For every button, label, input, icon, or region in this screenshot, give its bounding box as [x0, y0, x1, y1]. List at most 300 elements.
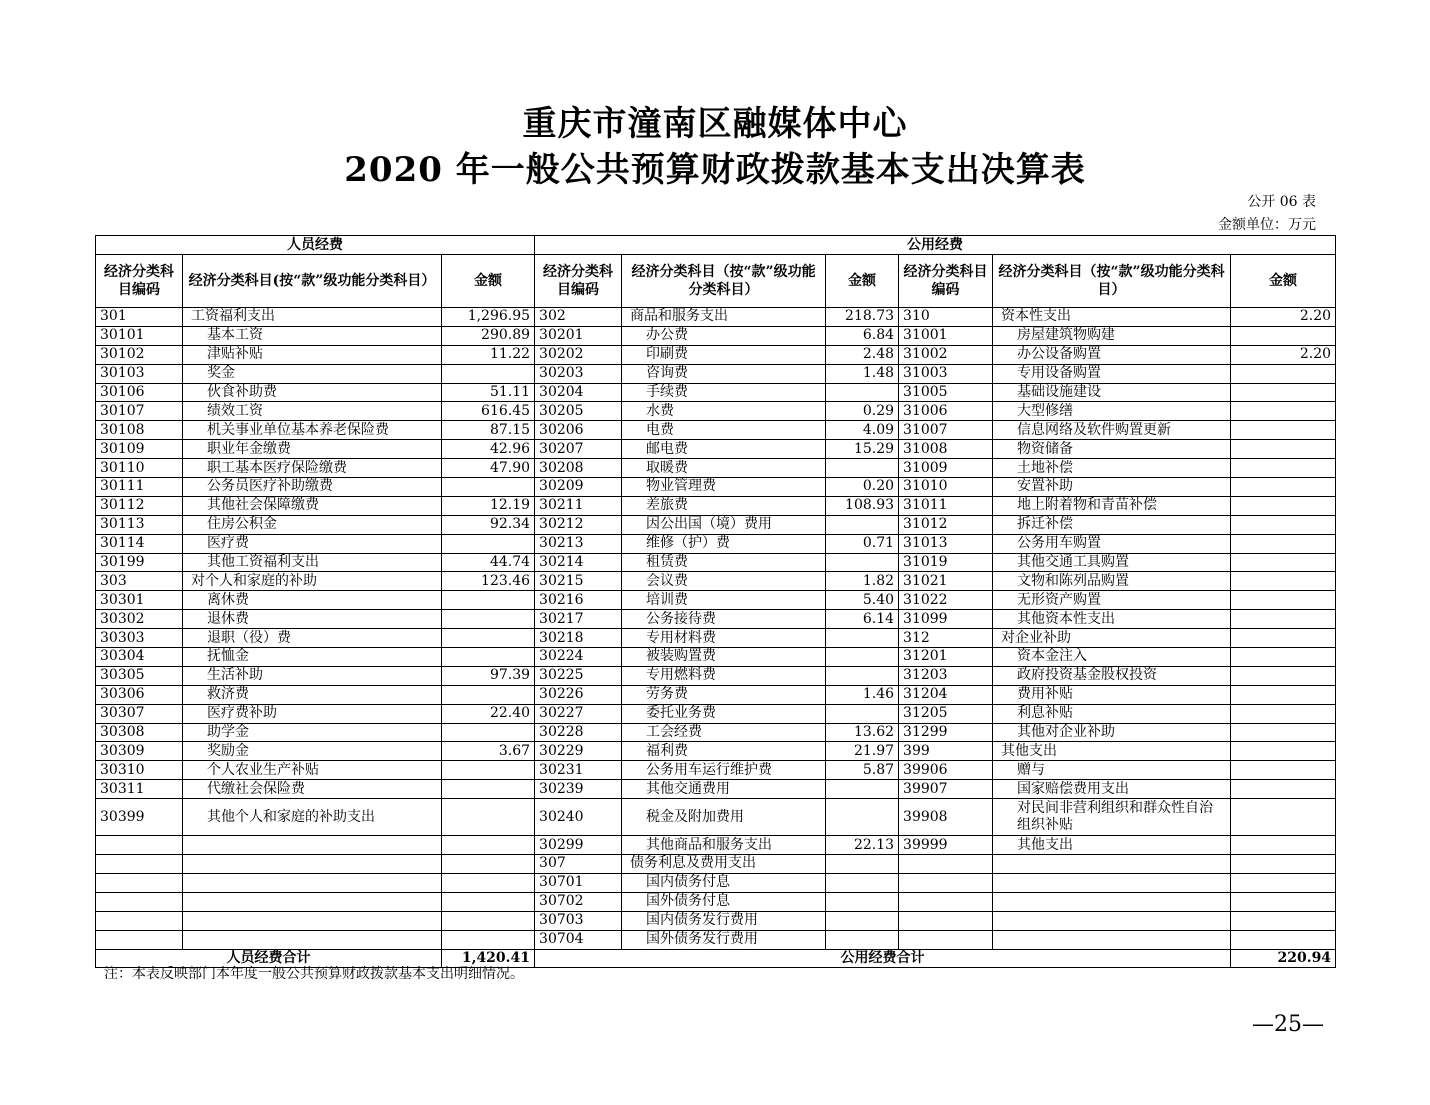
budget-table: [95, 235, 1336, 968]
name-cell: 对个人和家庭的补助: [183, 572, 442, 591]
code-cell: 31001: [899, 326, 993, 345]
amount-cell: [1231, 666, 1336, 685]
code-cell: 31099: [899, 610, 993, 629]
amount-cell: 92.34: [442, 515, 535, 534]
code-cell: 30227: [535, 704, 622, 723]
code-cell: [899, 855, 993, 874]
header-code: 经济分类科目编码: [96, 255, 183, 308]
name-cell: 生活补助: [183, 666, 442, 685]
name-cell: 其他交通费用: [622, 780, 826, 799]
table-row: [96, 761, 1336, 780]
code-cell: [96, 836, 183, 855]
name-cell: 国内债务付息: [622, 873, 826, 892]
amount-cell: 15.29: [826, 440, 899, 459]
code-cell: 30217: [535, 610, 622, 629]
name-cell: 其他商品和服务支出: [622, 836, 826, 855]
amount-cell: [442, 911, 535, 930]
amount-cell: [826, 892, 899, 911]
header-code: 经济分类科目编码: [535, 255, 622, 308]
code-cell: 31003: [899, 364, 993, 383]
code-cell: 30229: [535, 742, 622, 761]
name-cell: 公务员医疗补助缴费: [183, 478, 442, 497]
amount-cell: [1231, 799, 1336, 836]
name-cell: 税金及附加费用: [622, 799, 826, 836]
amount-cell: 218.73: [826, 308, 899, 327]
amount-cell: [1231, 326, 1336, 345]
name-cell: 职工基本医疗保险缴费: [183, 459, 442, 478]
amount-cell: [1231, 873, 1336, 892]
code-cell: 30204: [535, 383, 622, 402]
amount-cell: 1.48: [826, 364, 899, 383]
code-cell: 302: [535, 308, 622, 327]
name-cell: 费用补贴: [993, 685, 1231, 704]
code-cell: 30301: [96, 591, 183, 610]
code-cell: [96, 855, 183, 874]
amount-cell: 0.29: [826, 402, 899, 421]
code-cell: 30218: [535, 629, 622, 648]
name-cell: 土地补偿: [993, 459, 1231, 478]
name-cell: 文物和陈列品购置: [993, 572, 1231, 591]
name-cell: 国外债务付息: [622, 892, 826, 911]
amount-cell: [442, 761, 535, 780]
amount-cell: 22.40: [442, 704, 535, 723]
code-cell: 39907: [899, 780, 993, 799]
amount-cell: [442, 591, 535, 610]
name-cell: 救济费: [183, 685, 442, 704]
amount-cell: [442, 873, 535, 892]
name-cell: 工资福利支出: [183, 308, 442, 327]
code-cell: 31006: [899, 402, 993, 421]
public-total-amount: 220.94: [1231, 949, 1336, 968]
table-row: [96, 836, 1336, 855]
name-cell: 伙食补助费: [183, 383, 442, 402]
table-row: [96, 534, 1336, 553]
amount-cell: [442, 629, 535, 648]
name-cell: [183, 930, 442, 949]
name-cell: [183, 836, 442, 855]
name-cell: 地上附着物和青苗补偿: [993, 496, 1231, 515]
amount-cell: [1231, 402, 1336, 421]
amount-cell: 1,296.95: [442, 308, 535, 327]
code-cell: 31203: [899, 666, 993, 685]
code-cell: 30215: [535, 572, 622, 591]
name-cell: [993, 873, 1231, 892]
code-cell: 31012: [899, 515, 993, 534]
code-cell: 30228: [535, 723, 622, 742]
table-row: [96, 723, 1336, 742]
amount-cell: [1231, 780, 1336, 799]
amount-cell: 6.14: [826, 610, 899, 629]
amount-cell: 21.97: [826, 742, 899, 761]
code-cell: 30703: [535, 911, 622, 930]
name-cell: [993, 892, 1231, 911]
name-cell: 国家赔偿费用支出: [993, 780, 1231, 799]
amount-cell: [1231, 742, 1336, 761]
table-row: [96, 610, 1336, 629]
code-cell: 399: [899, 742, 993, 761]
amount-cell: [1231, 478, 1336, 497]
name-cell: 其他个人和家庭的补助支出: [183, 799, 442, 836]
amount-cell: [1231, 629, 1336, 648]
amount-cell: [1231, 553, 1336, 572]
amount-cell: [826, 873, 899, 892]
code-cell: 301: [96, 308, 183, 327]
amount-cell: [826, 930, 899, 949]
name-cell: 水费: [622, 402, 826, 421]
code-cell: 39999: [899, 836, 993, 855]
name-cell: 政府投资基金股权投资: [993, 666, 1231, 685]
name-cell: 退休费: [183, 610, 442, 629]
code-cell: 31299: [899, 723, 993, 742]
amount-cell: [442, 364, 535, 383]
amount-cell: [826, 704, 899, 723]
amount-cell: [826, 515, 899, 534]
code-cell: 30216: [535, 591, 622, 610]
amount-cell: 47.90: [442, 459, 535, 478]
name-cell: 咨询费: [622, 364, 826, 383]
document-subtitle: 2020 年一般公共预算财政拨款基本支出决算表: [344, 150, 1086, 190]
name-cell: 专用燃料费: [622, 666, 826, 685]
name-cell: [183, 855, 442, 874]
code-cell: 39908: [899, 799, 993, 836]
table-row: [96, 383, 1336, 402]
amount-cell: [1231, 911, 1336, 930]
amount-cell: 1.82: [826, 572, 899, 591]
name-cell: 因公出国（境）费用: [622, 515, 826, 534]
amount-cell: [826, 855, 899, 874]
name-cell: 无形资产购置: [993, 591, 1231, 610]
name-cell: 抚恤金: [183, 648, 442, 667]
amount-cell: [1231, 685, 1336, 704]
code-cell: [899, 873, 993, 892]
code-cell: 30701: [535, 873, 622, 892]
amount-cell: 13.62: [826, 723, 899, 742]
code-cell: 30309: [96, 742, 183, 761]
amount-cell: [826, 911, 899, 930]
code-cell: 31011: [899, 496, 993, 515]
code-cell: 31019: [899, 553, 993, 572]
code-cell: 31008: [899, 440, 993, 459]
name-cell: 专用设备购置: [993, 364, 1231, 383]
amount-cell: [826, 799, 899, 836]
table-row: [96, 345, 1336, 364]
amount-cell: 5.87: [826, 761, 899, 780]
code-cell: 30239: [535, 780, 622, 799]
name-cell: 被装购置费: [622, 648, 826, 667]
code-cell: 30311: [96, 780, 183, 799]
name-cell: 公务接待费: [622, 610, 826, 629]
code-cell: 30306: [96, 685, 183, 704]
name-cell: 其他支出: [993, 836, 1231, 855]
code-cell: 312: [899, 629, 993, 648]
name-cell: 电费: [622, 421, 826, 440]
amount-cell: [442, 930, 535, 949]
amount-cell: 97.39: [442, 666, 535, 685]
name-cell: 债务利息及费用支出: [622, 855, 826, 874]
code-cell: 30202: [535, 345, 622, 364]
name-cell: [993, 930, 1231, 949]
code-cell: 31205: [899, 704, 993, 723]
code-cell: [899, 892, 993, 911]
code-cell: 30101: [96, 326, 183, 345]
name-cell: 国外债务发行费用: [622, 930, 826, 949]
code-cell: 30102: [96, 345, 183, 364]
code-cell: 31007: [899, 421, 993, 440]
amount-cell: [1231, 515, 1336, 534]
name-cell: 信息网络及软件购置更新: [993, 421, 1231, 440]
code-cell: 303: [96, 572, 183, 591]
table-row: [96, 308, 1336, 327]
name-cell: 其他支出: [993, 742, 1231, 761]
column-header-row: [96, 255, 1336, 308]
amount-cell: [826, 666, 899, 685]
amount-cell: [442, 855, 535, 874]
footnote: 注：本表反映部门本年度一般公共预算财政拨款基本支出明细情况。: [104, 966, 524, 982]
amount-cell: [1231, 704, 1336, 723]
amount-cell: [442, 685, 535, 704]
code-cell: 30114: [96, 534, 183, 553]
code-cell: 31010: [899, 478, 993, 497]
personnel-total-label: 人员经费合计: [96, 949, 442, 968]
personnel-total-amount: 1,420.41: [442, 949, 535, 968]
amount-cell: [442, 610, 535, 629]
name-cell: 奖金: [183, 364, 442, 383]
header-amount: 金额: [826, 255, 899, 308]
code-cell: 30214: [535, 553, 622, 572]
code-cell: 31013: [899, 534, 993, 553]
amount-cell: [442, 836, 535, 855]
amount-cell: [826, 648, 899, 667]
name-cell: 其他社会保障缴费: [183, 496, 442, 515]
table-row: [96, 364, 1336, 383]
amount-cell: [1231, 648, 1336, 667]
code-cell: 30305: [96, 666, 183, 685]
table-row: [96, 892, 1336, 911]
amount-cell: 11.22: [442, 345, 535, 364]
name-cell: 奖励金: [183, 742, 442, 761]
table-row: [96, 648, 1336, 667]
amount-cell: [442, 799, 535, 836]
amount-cell: [442, 478, 535, 497]
code-cell: [96, 911, 183, 930]
amount-cell: [1231, 572, 1336, 591]
code-cell: 30211: [535, 496, 622, 515]
name-cell: 物业管理费: [622, 478, 826, 497]
table-row: [96, 402, 1336, 421]
amount-unit: 金额单位：万元: [1218, 217, 1316, 233]
name-cell: [993, 855, 1231, 874]
amount-cell: [1231, 383, 1336, 402]
document-title: 重庆市潼南区融媒体中心: [522, 104, 908, 144]
amount-cell: [442, 648, 535, 667]
code-cell: 30310: [96, 761, 183, 780]
code-cell: 30226: [535, 685, 622, 704]
table-row: [96, 873, 1336, 892]
amount-cell: 4.09: [826, 421, 899, 440]
code-cell: 30203: [535, 364, 622, 383]
section-header-row: [96, 236, 1336, 255]
name-cell: 取暖费: [622, 459, 826, 478]
code-cell: [96, 873, 183, 892]
amount-cell: [1231, 534, 1336, 553]
amount-cell: [1231, 836, 1336, 855]
amount-cell: [826, 459, 899, 478]
amount-cell: 6.84: [826, 326, 899, 345]
table-row: [96, 911, 1336, 930]
header-name: 经济分类科目(按“款”级功能分类科目）: [183, 255, 442, 308]
name-cell: 差旅费: [622, 496, 826, 515]
amount-cell: [1231, 761, 1336, 780]
name-cell: 利息补贴: [993, 704, 1231, 723]
code-cell: 30704: [535, 930, 622, 949]
amount-cell: 42.96: [442, 440, 535, 459]
name-cell: 工会经费: [622, 723, 826, 742]
code-cell: [96, 930, 183, 949]
table-row: [96, 591, 1336, 610]
header-name: 经济分类科目（按“款”级功能分类科目）: [993, 255, 1231, 308]
name-cell: 离休费: [183, 591, 442, 610]
name-cell: 大型修缮: [993, 402, 1231, 421]
header-name: 经济分类科目（按“款”级功能分类科目）: [622, 255, 826, 308]
code-cell: 30208: [535, 459, 622, 478]
code-cell: 31022: [899, 591, 993, 610]
name-cell: [993, 911, 1231, 930]
amount-cell: 108.93: [826, 496, 899, 515]
code-cell: 39906: [899, 761, 993, 780]
code-cell: 30299: [535, 836, 622, 855]
amount-cell: [1231, 610, 1336, 629]
name-cell: 基本工资: [183, 326, 442, 345]
amount-cell: 3.67: [442, 742, 535, 761]
amount-cell: 616.45: [442, 402, 535, 421]
code-cell: 30209: [535, 478, 622, 497]
code-cell: 30111: [96, 478, 183, 497]
code-cell: 30207: [535, 440, 622, 459]
name-cell: 办公设备购置: [993, 345, 1231, 364]
name-cell: 劳务费: [622, 685, 826, 704]
code-cell: 30240: [535, 799, 622, 836]
table-number: 公开 06 表: [1247, 194, 1316, 210]
amount-cell: [1231, 440, 1336, 459]
amount-cell: [442, 780, 535, 799]
name-cell: 印刷费: [622, 345, 826, 364]
amount-cell: [1231, 930, 1336, 949]
table-row: [96, 666, 1336, 685]
amount-cell: [1231, 855, 1336, 874]
name-cell: 退职（役）费: [183, 629, 442, 648]
name-cell: 对民间非营利组织和群众性自治组织补贴: [993, 799, 1231, 836]
name-cell: 安置补助: [993, 478, 1231, 497]
header-code: 经济分类科目编码: [899, 255, 993, 308]
table-row: [96, 421, 1336, 440]
amount-cell: [1231, 364, 1336, 383]
code-cell: 30201: [535, 326, 622, 345]
table-row: [96, 553, 1336, 572]
amount-cell: 51.11: [442, 383, 535, 402]
code-cell: 31204: [899, 685, 993, 704]
code-cell: 30304: [96, 648, 183, 667]
name-cell: 基础设施建设: [993, 383, 1231, 402]
name-cell: 培训费: [622, 591, 826, 610]
name-cell: 公务用车购置: [993, 534, 1231, 553]
name-cell: 住房公积金: [183, 515, 442, 534]
code-cell: [899, 930, 993, 949]
code-cell: 30103: [96, 364, 183, 383]
table-row: [96, 515, 1336, 534]
code-cell: 30702: [535, 892, 622, 911]
name-cell: [183, 873, 442, 892]
code-cell: 30205: [535, 402, 622, 421]
name-cell: 租赁费: [622, 553, 826, 572]
header-amount: 金额: [1231, 255, 1336, 308]
name-cell: 赠与: [993, 761, 1231, 780]
code-cell: 31005: [899, 383, 993, 402]
name-cell: 维修（护）费: [622, 534, 826, 553]
section-personnel: 人员经费: [96, 236, 535, 255]
name-cell: 福利费: [622, 742, 826, 761]
code-cell: 30303: [96, 629, 183, 648]
table-row: [96, 440, 1336, 459]
amount-cell: 290.89: [442, 326, 535, 345]
table-row: [96, 685, 1336, 704]
name-cell: 其他资本性支出: [993, 610, 1231, 629]
table-row: [96, 459, 1336, 478]
amount-cell: 1.46: [826, 685, 899, 704]
amount-cell: [1231, 591, 1336, 610]
amount-cell: [826, 780, 899, 799]
table-row: [96, 742, 1336, 761]
code-cell: 31021: [899, 572, 993, 591]
amount-cell: 123.46: [442, 572, 535, 591]
table-row: [96, 930, 1336, 949]
amount-cell: [826, 629, 899, 648]
name-cell: 国内债务发行费用: [622, 911, 826, 930]
table-row: [96, 855, 1336, 874]
header-amount: 金额: [442, 255, 535, 308]
name-cell: 其他工资福利支出: [183, 553, 442, 572]
code-cell: 30302: [96, 610, 183, 629]
code-cell: 30307: [96, 704, 183, 723]
code-cell: 30108: [96, 421, 183, 440]
amount-cell: [826, 383, 899, 402]
name-cell: 资本金注入: [993, 648, 1231, 667]
code-cell: 30399: [96, 799, 183, 836]
table-row: [96, 478, 1336, 497]
public-total-label: 公用经费合计: [535, 949, 1231, 968]
name-cell: 其他对企业补助: [993, 723, 1231, 742]
name-cell: 个人农业生产补贴: [183, 761, 442, 780]
name-cell: 医疗费补助: [183, 704, 442, 723]
code-cell: 31002: [899, 345, 993, 364]
name-cell: 津贴补贴: [183, 345, 442, 364]
code-cell: 310: [899, 308, 993, 327]
name-cell: 助学金: [183, 723, 442, 742]
name-cell: [183, 911, 442, 930]
amount-cell: 5.40: [826, 591, 899, 610]
name-cell: 医疗费: [183, 534, 442, 553]
code-cell: 30106: [96, 383, 183, 402]
name-cell: 专用材料费: [622, 629, 826, 648]
amount-cell: 2.48: [826, 345, 899, 364]
table-row: [96, 780, 1336, 799]
code-cell: 30199: [96, 553, 183, 572]
code-cell: 30213: [535, 534, 622, 553]
page-number: —25—: [1252, 1012, 1324, 1037]
amount-cell: [1231, 723, 1336, 742]
code-cell: 31201: [899, 648, 993, 667]
name-cell: 公务用车运行维护费: [622, 761, 826, 780]
amount-cell: 2.20: [1231, 308, 1336, 327]
